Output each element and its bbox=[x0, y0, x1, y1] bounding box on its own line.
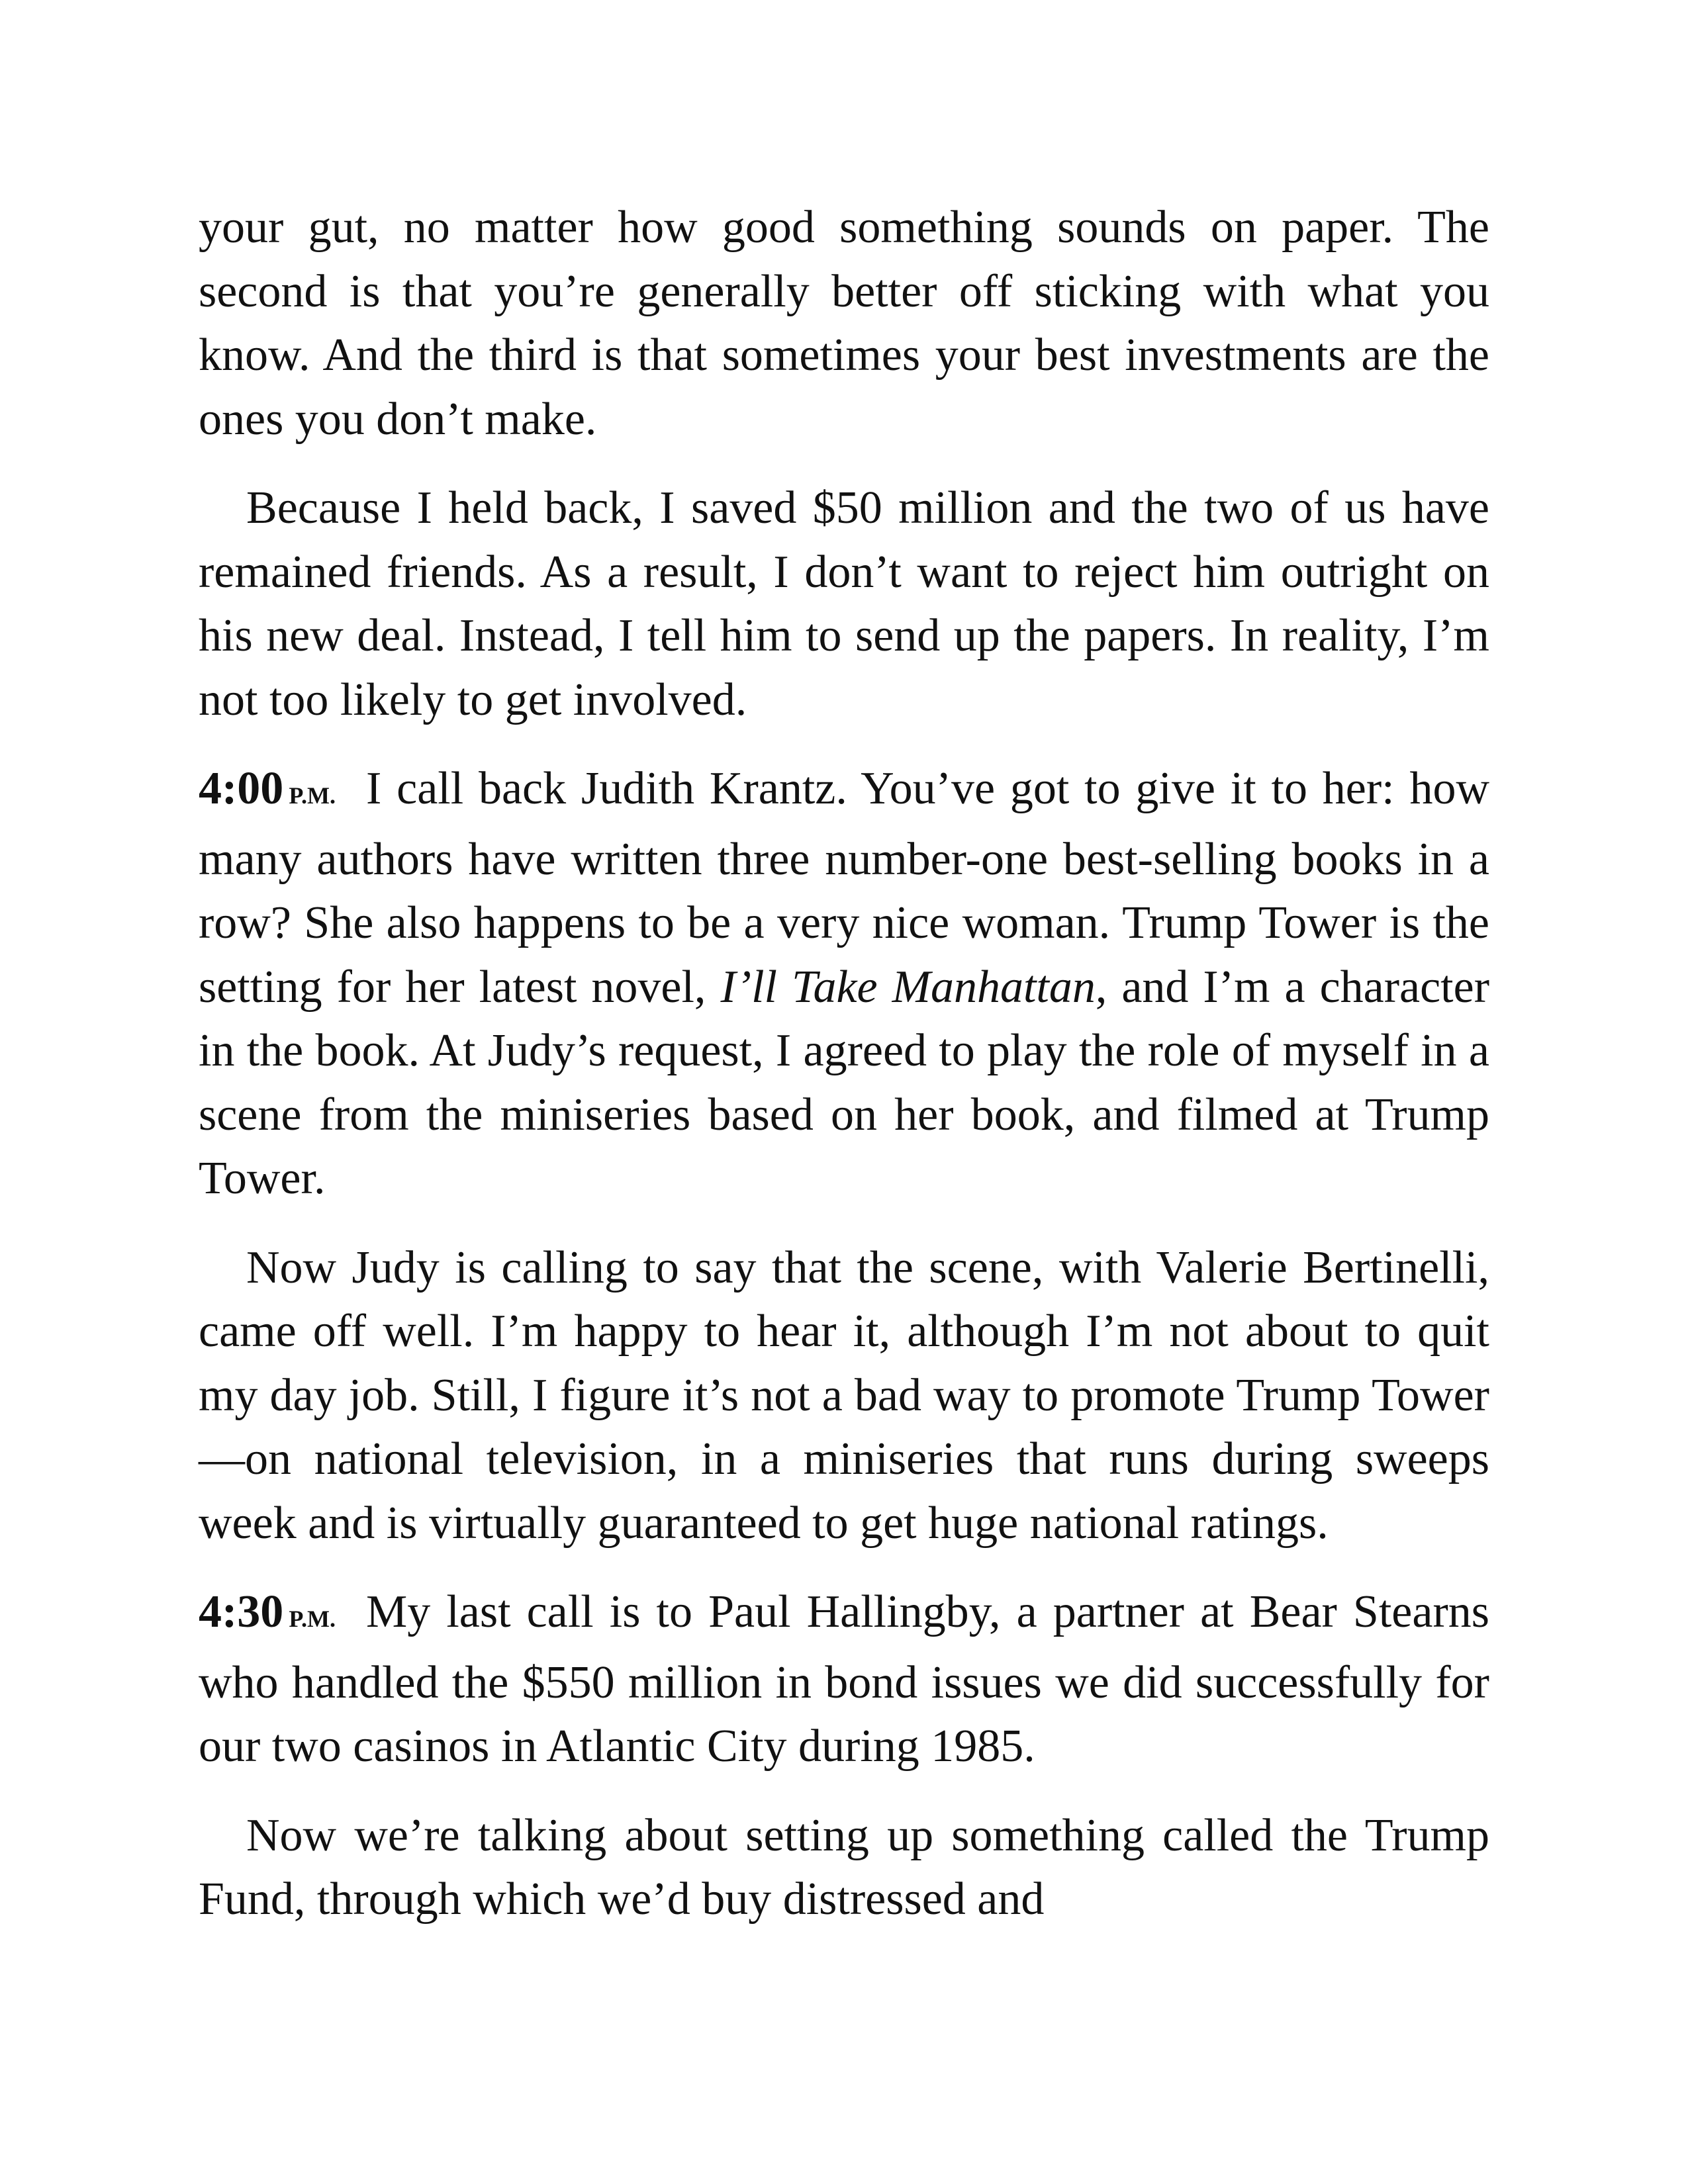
entry-text-after: , and I’m a character in the book. At Judy’s request, I agreed to play the role of myself in a scene from the miniseries based on her book, and filmed at Trump Tower. bbox=[199, 961, 1490, 1204]
entry-text: My last call is to Paul Hallingby, a partner at Bear Stearns who handled the $550 million in bond issues we did successfully for our two casinos in Atlantic City during 1985. bbox=[199, 1586, 1489, 1772]
entry-am-pm: P.M. bbox=[289, 1606, 336, 1632]
book-title: I’ll Take Manhattan bbox=[720, 961, 1096, 1013]
entry-4-30-pm bbox=[199, 1580, 1489, 1779]
entry-am-pm: P.M. bbox=[289, 782, 336, 809]
entry-4-00-pm bbox=[199, 757, 1489, 1211]
entry-time: 4:00 bbox=[199, 763, 284, 814]
entry-time: 4:30 bbox=[199, 1586, 284, 1637]
entry-text-before: I call back Judith Krantz. You’ve got to give it to her: how many authors have written three number-one best-selling books in a row? She also happens to be a very nice woman. Trump Tower is the setting for her latest novel, bbox=[199, 763, 1489, 1013]
paragraph-trump-fund: Now we’re talking about setting up something called the Trump Fund, through which we’d buy distressed and bbox=[199, 1809, 1489, 1925]
book-page bbox=[199, 196, 1489, 1932]
paragraph-held-back: Because I held back, I saved $50 million and the two of us have remained friends. As a result, I don’t want to reject him outright on his new deal. Instead, I tell him to send up the papers. In reality, I’m not too likely to get involved. bbox=[199, 482, 1489, 725]
paragraph-judy-calling: Now Judy is calling to say that the scene, with Valerie Bertinelli, came off well. I’m happy to hear it, although I’m not about to quit my day job. Still, I figure it’s not a bad way to promote Trump Tower—on national television, in a miniseries that runs during sweeps week and is virtually guaranteed to get huge national ratings. bbox=[199, 1242, 1489, 1549]
paragraph-continuation: your gut, no matter how good something sounds on paper. The second is that you’re generally better off sticking with what you know. And the third is that sometimes your best investments are the ones you don’t make. bbox=[199, 202, 1489, 445]
